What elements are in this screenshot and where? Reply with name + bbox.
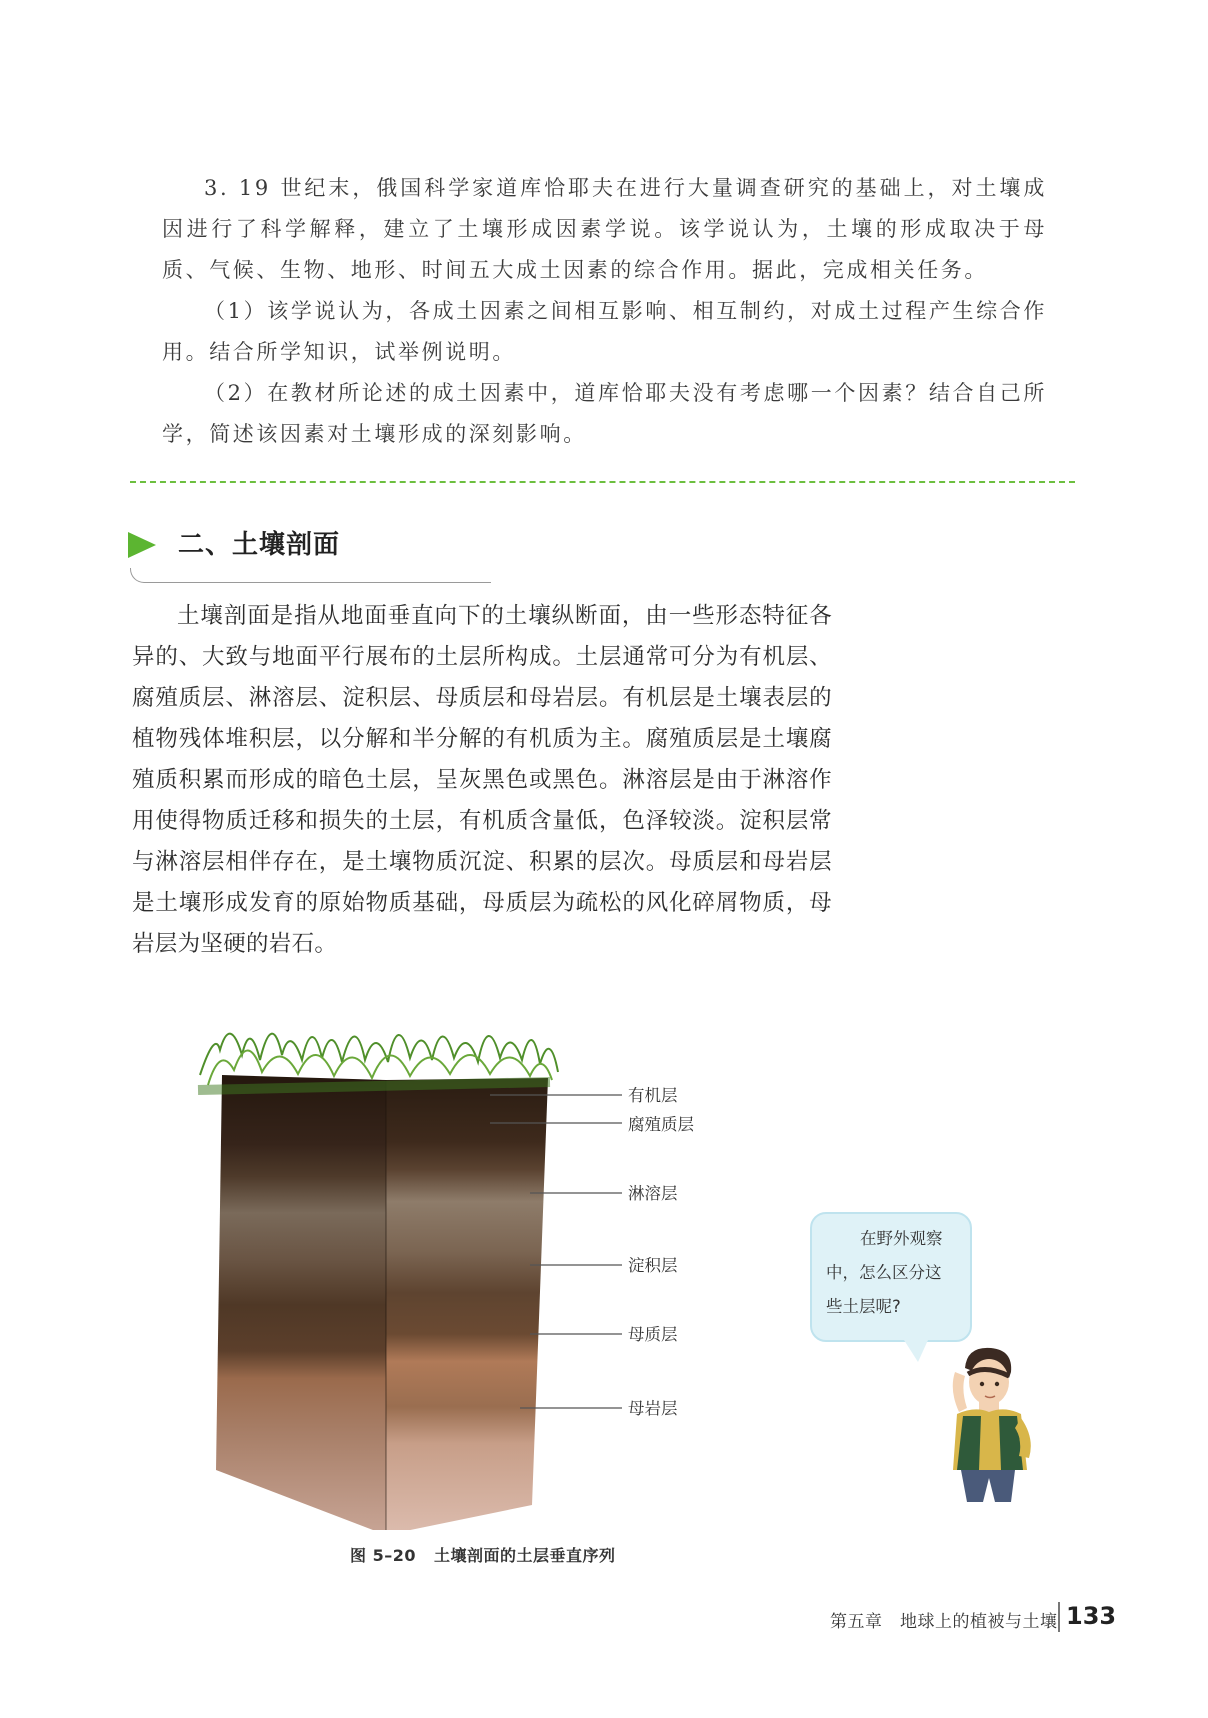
section-heading [128, 526, 368, 570]
exercise-intro: 3. 19 世纪末，俄国科学家道库恰耶夫在进行大量调查研究的基础上，对土壤成因进行了科学解释，建立了土壤形成因素学说。该学说认为，土壤的形成取决于母质、气候、生物、地形、时间五大成土因素的综合作用。据此，完成相关任务。 [162, 176, 1047, 282]
body-paragraph: 土壤剖面是指从地面垂直向下的土壤纵断面，由一些形态特征各异的、大致与地面平行展布的土层所构成。土层通常可分为有机层、腐殖质层、淋溶层、淀积层、母质层和母岩层。有机层是土壤表层的植物残体堆积层，以分解和半分解的有机质为主。腐殖质层是土壤腐殖质积累而形成的暗色土层，呈灰黑色或黑色。淋溶层是由于淋溶作用使得物质迁移和损失的土层，有机质含量低，色泽较淡。淀积层常与淋溶层相伴存在，是土壤物质沉淀、积累的层次。母质层和母岩层是土壤形成发育的原始物质基础，母质层为疏松的风化碎屑物质，母岩层为坚硬的岩石。 [132, 603, 832, 957]
heading-underline [130, 568, 491, 583]
label-bedrock-layer: 母岩层 [628, 1399, 678, 1418]
student-character-icon [935, 1342, 1040, 1504]
exercise-question-1: （1）该学说认为，各成土因素之间相互影响、相互制约，对成土过程产生综合作用。结合所学知识，试举例说明。 [162, 299, 1047, 364]
figure-caption [350, 1543, 616, 1566]
caption-text: 土壤剖面的土层垂直序列 [433, 1546, 616, 1565]
label-organic-layer: 有机层 [628, 1086, 678, 1105]
soil-profile-figure [190, 1000, 770, 1530]
bubble-line-2: 中，怎么区分这 [826, 1263, 942, 1282]
soil-block-left-face [216, 1075, 386, 1530]
soil-block-illustration [190, 1000, 770, 1530]
speech-bubble [810, 1212, 972, 1342]
label-eluvial-layer: 淋溶层 [628, 1184, 678, 1203]
exercise-block [162, 168, 1047, 455]
soil-block-front-face [386, 1078, 548, 1530]
bubble-line-1: 在野外观察 [860, 1229, 943, 1248]
label-humus-layer: 腐殖质层 [628, 1115, 694, 1134]
caption-number: 图 5–20 [350, 1546, 416, 1565]
label-parent-material-layer: 母质层 [628, 1325, 678, 1344]
body-text [132, 596, 832, 965]
triangle-icon [128, 532, 156, 558]
label-illuvial-layer: 淀积层 [628, 1256, 678, 1275]
dashed-divider [130, 481, 1075, 483]
bubble-tail [904, 1340, 928, 1362]
exercise-question-2: （2）在教材所论述的成土因素中，道库恰耶夫没有考虑哪一个因素？结合自己所学，简述该因素对土壤形成的深刻影响。 [162, 381, 1047, 446]
page-number: 133 [1066, 1602, 1117, 1630]
section-title: 二、土壤剖面 [178, 530, 341, 560]
bubble-line-3: 些土层呢? [826, 1297, 901, 1316]
footer-separator [1058, 1602, 1060, 1632]
chapter-title: 第五章 地球上的植被与土壤 [830, 1612, 1058, 1632]
